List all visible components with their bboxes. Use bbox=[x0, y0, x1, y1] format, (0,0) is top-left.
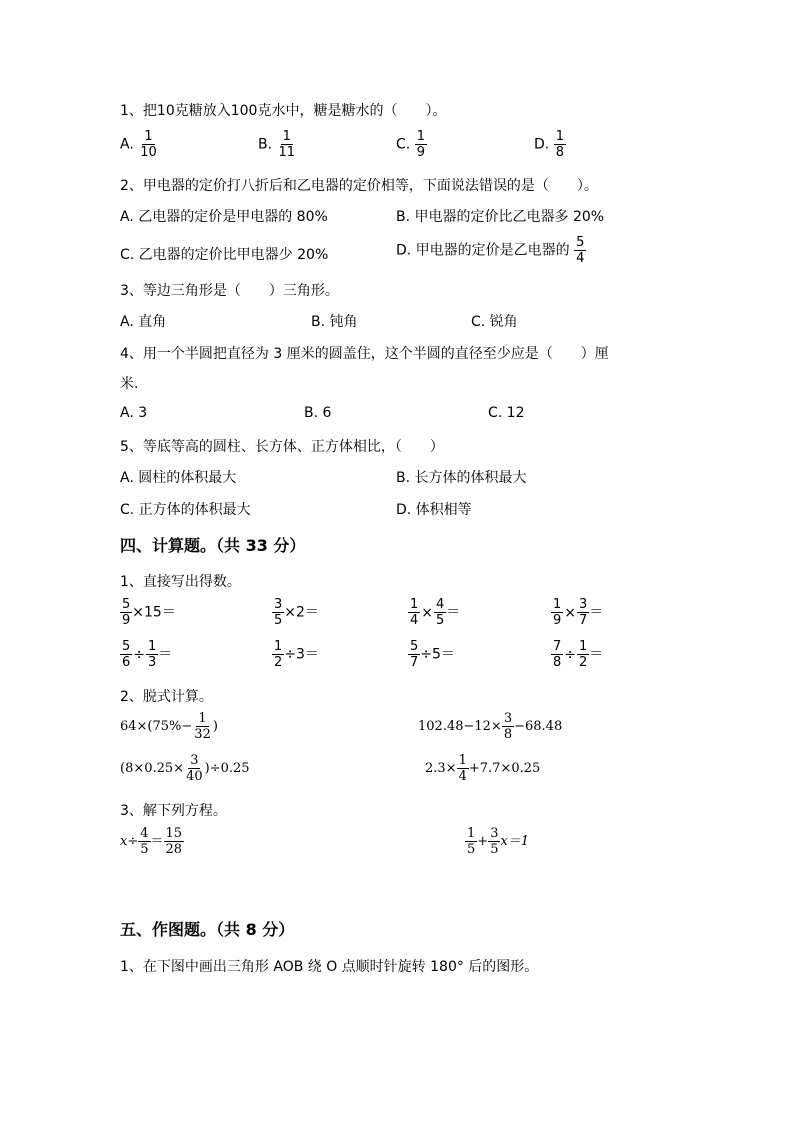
fraction: $\frac{1}{9}$ bbox=[553, 597, 562, 628]
question-3-stem: 3、等边三角形是（ ）三角形。 bbox=[120, 283, 339, 299]
fraction: $\frac{5}{7}$ bbox=[410, 639, 419, 670]
oral-calc-8: $\frac{7}{8}$ ÷ $\frac{1}{2}$ ＝ bbox=[553, 639, 604, 670]
question-1-option-a: A. $\frac{1}{10}$ bbox=[120, 129, 157, 160]
question-4-stem-continued: 米. bbox=[120, 376, 139, 392]
question-2-option-b: B. 甲电器的定价比乙电器多 20% bbox=[396, 209, 605, 225]
question-1-option-b: B. $\frac{1}{11}$ bbox=[258, 129, 296, 160]
fraction: $\frac{1}{5}$ bbox=[467, 826, 476, 857]
equation-2: $\frac{1}{5}$ + $\frac{3}{5}$ x＝1 bbox=[467, 826, 530, 857]
question-1-stem: 1、把10克糖放入100克水中，糖是糖水的（ ）。 bbox=[120, 103, 447, 119]
question-3-option-a: A. 直角 bbox=[120, 314, 167, 330]
fraction: $\frac{3}{40}$ bbox=[186, 753, 203, 784]
expression-3: (8×0.25× $\frac{3}{40}$ )÷0.25 bbox=[120, 753, 250, 784]
fraction: $\frac{1}{4}$ bbox=[410, 597, 419, 628]
question-2-option-d: D. 甲电器的定价是乙电器的 $\frac{5}{4}$ bbox=[396, 235, 585, 266]
oral-calc-5: $\frac{5}{6}$ ÷ $\frac{1}{3}$ ＝ bbox=[122, 639, 173, 670]
oral-calc-3: $\frac{1}{4}$ × $\frac{4}{5}$ ＝ bbox=[410, 597, 461, 628]
question-1-option-c: C. $\frac{1}{9}$ bbox=[396, 129, 425, 160]
question-5-stem: 5、等底等高的圆柱、长方体、正方体相比，（ ） bbox=[120, 439, 444, 455]
fraction: $\frac{4}{5}$ bbox=[140, 826, 149, 857]
fraction: $\frac{1}{11}$ bbox=[278, 129, 296, 160]
question-5-option-b: B. 长方体的体积最大 bbox=[396, 470, 527, 486]
section-5-question-1: 1、在下图中画出三角形 AOB 绕 O 点顺时针旋转 180° 后的图形。 bbox=[120, 959, 539, 975]
question-2-stem: 2、甲电器的定价打八折后和乙电器的定价相等，下面说法错误的是（ ）。 bbox=[120, 178, 598, 194]
fraction: $\frac{1}{8}$ bbox=[555, 129, 564, 160]
question-5-option-a: A. 圆柱的体积最大 bbox=[120, 470, 237, 486]
oral-calc-2: $\frac{3}{5}$ ×2＝ bbox=[274, 597, 319, 628]
fraction: $\frac{1}{3}$ bbox=[148, 639, 157, 670]
fraction: $\frac{4}{5}$ bbox=[436, 597, 445, 628]
question-3-option-c: C. 锐角 bbox=[471, 314, 518, 330]
fraction: $\frac{3}{7}$ bbox=[579, 597, 588, 628]
question-4-option-a: A. 3 bbox=[120, 405, 148, 421]
section-5-heading: 五、作图题。（共 8 分） bbox=[120, 920, 295, 939]
question-5-option-c: C. 正方体的体积最大 bbox=[120, 502, 251, 518]
oral-calc-1: $\frac{5}{9}$ ×15＝ bbox=[122, 597, 176, 628]
fraction: $\frac{1}{10}$ bbox=[140, 129, 157, 160]
fraction: $\frac{1}{2}$ bbox=[274, 639, 283, 670]
question-2-option-c: C. 乙电器的定价比甲电器少 20% bbox=[120, 247, 329, 263]
fraction: $\frac{1}{32}$ bbox=[194, 711, 211, 742]
oral-calc-6: $\frac{1}{2}$ ÷3＝ bbox=[274, 639, 319, 670]
section-4-heading: 四、计算题。（共 33 分） bbox=[120, 536, 306, 555]
fraction: $\frac{7}{8}$ bbox=[553, 639, 562, 670]
fraction: $\frac{3}{5}$ bbox=[490, 826, 499, 857]
question-4-option-b: B. 6 bbox=[304, 405, 332, 421]
fraction: $\frac{15}{28}$ bbox=[165, 826, 183, 857]
question-5-option-d: D. 体积相等 bbox=[396, 502, 472, 518]
question-4-option-c: C. 12 bbox=[488, 405, 525, 421]
section-4-part-2-title: 2、脱式计算。 bbox=[120, 689, 213, 705]
section-4-part-3-title: 3、解下列方程。 bbox=[120, 803, 227, 819]
fraction: $\frac{5}{4}$ bbox=[576, 235, 585, 266]
fraction: $\frac{3}{8}$ bbox=[503, 711, 513, 742]
fraction: $\frac{1}{2}$ bbox=[579, 639, 588, 670]
oral-calc-7: $\frac{5}{7}$ ÷5＝ bbox=[410, 639, 455, 670]
question-2-option-a: A. 乙电器的定价是甲电器的 80% bbox=[120, 209, 328, 225]
fraction: $\frac{1}{4}$ bbox=[458, 753, 467, 784]
fraction: $\frac{3}{5}$ bbox=[274, 597, 283, 628]
expression-4: 2.3× $\frac{1}{4}$ +7.7×0.25 bbox=[425, 753, 541, 784]
question-4-stem: 4、用一个半圆把直径为 3 厘米的圆盖住，这个半圆的直径至少应是（ ）厘 bbox=[120, 346, 609, 362]
question-3-option-b: B. 钝角 bbox=[311, 314, 358, 330]
equation-1: x÷ $\frac{4}{5}$ ＝ $\frac{15}{28}$ bbox=[120, 826, 183, 857]
fraction: $\frac{5}{9}$ bbox=[122, 597, 131, 628]
fraction: $\frac{1}{9}$ bbox=[416, 129, 425, 160]
expression-1: 64×(75%− $\frac{1}{32}$ ) bbox=[120, 711, 218, 742]
oral-calc-4: $\frac{1}{9}$ × $\frac{3}{7}$ ＝ bbox=[553, 597, 604, 628]
expression-2: 102.48−12× $\frac{3}{8}$ −68.48 bbox=[418, 711, 563, 742]
fraction: $\frac{5}{6}$ bbox=[122, 639, 131, 670]
question-1-option-d: D. $\frac{1}{8}$ bbox=[534, 129, 564, 160]
section-4-part-1-title: 1、直接写出得数。 bbox=[120, 574, 241, 590]
